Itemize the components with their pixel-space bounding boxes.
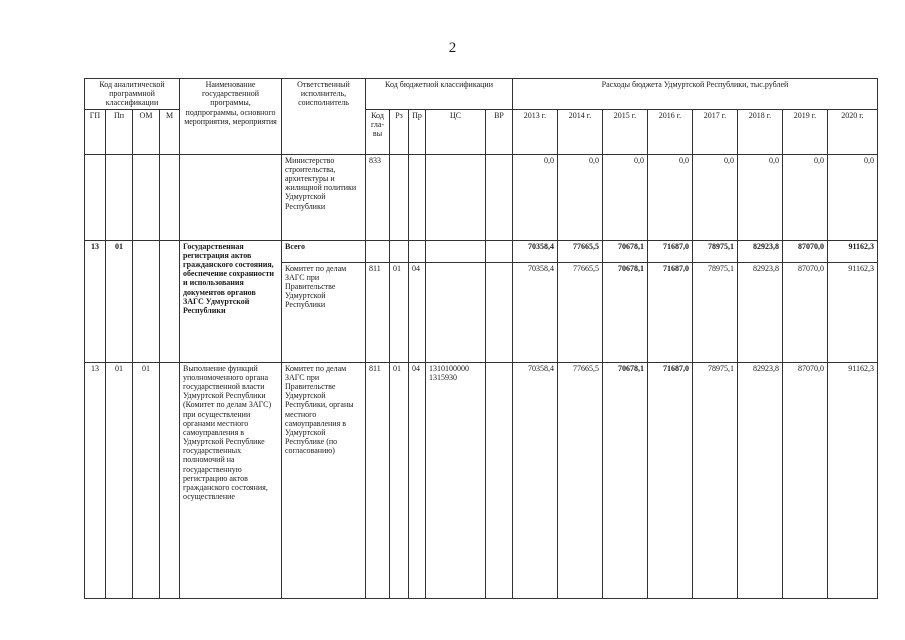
- cell-value-2020: 91162,3: [828, 240, 878, 262]
- header-expenses: Расходы бюджета Удмуртской Республики, тыс.рублей: [513, 79, 878, 110]
- cell-vr: [486, 240, 513, 262]
- cell-value-2014: 77665,5: [558, 262, 603, 362]
- cell-m: [160, 362, 180, 598]
- table-row: [85, 240, 878, 262]
- header-year-2020: 2020 г.: [828, 109, 878, 154]
- cell-m: [160, 240, 180, 362]
- header-year-2019: 2019 г.: [783, 109, 828, 154]
- header-year-2014: 2014 г.: [558, 109, 603, 154]
- cell-name: Выполнение функций уполномоченного органа государственной власти Удмуртской Республики (Комитет по делам ЗАГС) при осуществлении органами местного самоуправления в Удмуртской Республике государственных полномочий на государственную регистрацию актов гражданского состояния, осуществление: [180, 362, 282, 598]
- header-gp: ГП: [85, 109, 106, 154]
- cell-value-2013: 70358,4: [513, 240, 558, 262]
- cell-value-2015: 70678,1: [603, 262, 648, 362]
- header-kod-glavy: Код гла-вы: [366, 109, 390, 154]
- cell-pr: 04: [409, 262, 426, 362]
- cell-cs: 1310100000 1315930: [426, 362, 486, 598]
- cell-gp: 13: [85, 362, 106, 598]
- cell-value-2017: 78975,1: [693, 362, 738, 598]
- cell-value-2020: 91162,3: [828, 262, 878, 362]
- cell-gp: 13: [85, 240, 106, 362]
- cell-value-2015: 70678,1: [603, 362, 648, 598]
- cell-value-2019: 87070,0: [783, 240, 828, 262]
- cell-value-2014: 77665,5: [558, 362, 603, 598]
- header-pr: Пр: [409, 109, 426, 154]
- cell-value-2018: 0,0: [738, 154, 783, 240]
- table-row: [85, 362, 878, 598]
- cell-kod: 811: [366, 362, 390, 598]
- cell-executor: Комитет по делам ЗАГС при Правительстве Удмуртской Республики, органы местного самоуправления в Удмуртской Республике (по согласованию): [282, 362, 366, 598]
- cell-om: [133, 240, 160, 362]
- cell-rz: [390, 240, 409, 262]
- cell-vr: [486, 362, 513, 598]
- header-pp: Пп: [106, 109, 133, 154]
- cell-value-2018: 82923,8: [738, 362, 783, 598]
- cell-value-2017: 78975,1: [693, 240, 738, 262]
- cell-cs: [426, 262, 486, 362]
- cell-value-2019: 87070,0: [783, 362, 828, 598]
- header-year-2018: 2018 г.: [738, 109, 783, 154]
- table-row: [85, 154, 878, 240]
- cell-pp: [106, 154, 133, 240]
- header-year-2017: 2017 г.: [693, 109, 738, 154]
- cell-value-2014: 77665,5: [558, 240, 603, 262]
- cell-cs: [426, 154, 486, 240]
- cell-name: Государственная регистрация актов гражданского состояния, обеспечение сохранности и использования документов органов ЗАГС Удмуртской Республики: [180, 240, 282, 362]
- cell-name: [180, 154, 282, 240]
- header-year-2013: 2013 г.: [513, 109, 558, 154]
- cell-value-2016: 0,0: [648, 154, 693, 240]
- cell-executor: Комитет по делам ЗАГС при Правительстве Удмуртской Республики: [282, 262, 366, 362]
- cell-rz: 01: [390, 262, 409, 362]
- cell-value-2018: 82923,8: [738, 262, 783, 362]
- header-m: М: [160, 109, 180, 154]
- header-name: Наименование государственной программы, подпрограммы, основного мероприятия, мероприятия: [180, 79, 282, 155]
- header-rz: Рз: [390, 109, 409, 154]
- cell-value-2019: 0,0: [783, 154, 828, 240]
- header-cs: ЦС: [426, 109, 486, 154]
- cell-rz: [390, 154, 409, 240]
- cell-kod: [366, 240, 390, 262]
- cell-pr: [409, 240, 426, 262]
- cell-value-2020: 0,0: [828, 154, 878, 240]
- cell-vr: [486, 154, 513, 240]
- header-budget-code: Код бюджетной классификации: [366, 79, 513, 110]
- cell-m: [160, 154, 180, 240]
- cell-value-2016: 71687,0: [648, 262, 693, 362]
- page-number: 2: [448, 40, 457, 56]
- header-om: ОМ: [133, 109, 160, 154]
- cell-om: 01: [133, 362, 160, 598]
- cell-pp: 01: [106, 240, 133, 362]
- header-vr: ВР: [486, 109, 513, 154]
- cell-value-2018: 82923,8: [738, 240, 783, 262]
- cell-om: [133, 154, 160, 240]
- cell-value-2014: 0,0: [558, 154, 603, 240]
- cell-value-2013: 70358,4: [513, 362, 558, 598]
- cell-kod: 811: [366, 262, 390, 362]
- cell-gp: [85, 154, 106, 240]
- header-year-2015: 2015 г.: [603, 109, 648, 154]
- cell-value-2015: 0,0: [603, 154, 648, 240]
- header-executor: Ответственный исполнитель, соисполнитель: [282, 79, 366, 155]
- cell-executor: Всего: [282, 240, 366, 262]
- cell-cs: [426, 240, 486, 262]
- cell-rz: 01: [390, 362, 409, 598]
- cell-value-2017: 0,0: [693, 154, 738, 240]
- cell-executor: Министерство строительства, архитектуры и жилищной политики Удмуртской Республики: [282, 154, 366, 240]
- header-analytic-code: Код аналитической программной классификации: [85, 79, 180, 110]
- cell-value-2013: 0,0: [513, 154, 558, 240]
- cell-value-2016: 71687,0: [648, 240, 693, 262]
- cell-value-2020: 91162,3: [828, 362, 878, 598]
- cell-value-2016: 71687,0: [648, 362, 693, 598]
- cell-value-2017: 78975,1: [693, 262, 738, 362]
- cell-kod: 833: [366, 154, 390, 240]
- cell-vr: [486, 262, 513, 362]
- cell-pr: 04: [409, 362, 426, 598]
- cell-value-2015: 70678,1: [603, 240, 648, 262]
- cell-value-2013: 70358,4: [513, 262, 558, 362]
- cell-value-2019: 87070,0: [783, 262, 828, 362]
- cell-pp: 01: [106, 362, 133, 598]
- budget-table: [84, 78, 878, 599]
- cell-pr: [409, 154, 426, 240]
- header-year-2016: 2016 г.: [648, 109, 693, 154]
